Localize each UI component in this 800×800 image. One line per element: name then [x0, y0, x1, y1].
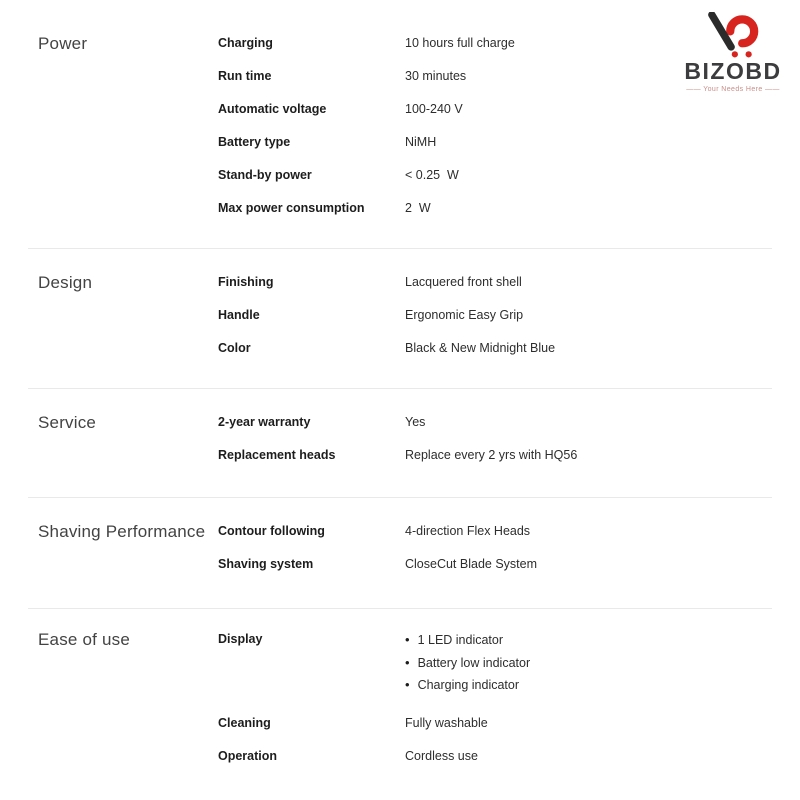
spec-row [218, 406, 772, 439]
section-rows [218, 623, 772, 800]
spec-row [218, 126, 772, 159]
spec-label: Run time [218, 69, 272, 83]
spec-value: 2 W [405, 201, 431, 215]
bullet-text: Charging indicator [417, 678, 520, 692]
spec-value: 30 minutes [405, 69, 467, 83]
spec-value [405, 623, 772, 697]
bizobd-logo [672, 12, 794, 93]
spec-section-power [28, 0, 772, 248]
section-title-service: Service [38, 413, 97, 432]
bullet-text: Battery low indicator [417, 655, 531, 670]
spec-row [218, 332, 772, 365]
spec-value: Ergonomic Easy Grip [405, 308, 524, 322]
spec-label: Operation [218, 748, 278, 763]
spec-row [218, 623, 772, 697]
spec-row [218, 515, 772, 548]
spec-value: 100-240 V [405, 102, 463, 116]
spec-label: Shaving system [218, 557, 314, 571]
spec-value: Black & New Midnight Blue [405, 341, 556, 355]
spec-row [218, 159, 772, 192]
spec-row [218, 707, 772, 740]
spec-label: Display [218, 632, 263, 646]
section-rows [218, 266, 772, 388]
logo-name: BIZOBD [684, 58, 782, 84]
spec-label: Stand-by power [218, 168, 312, 182]
section-title-ease-of-use: Ease of use [38, 630, 130, 649]
spec-label: Battery type [218, 135, 291, 149]
spec-label: Automatic voltage [218, 102, 327, 116]
spec-section-ease-of-use [28, 608, 772, 800]
spec-value: Replace every 2 yrs with HQ56 [405, 448, 578, 462]
spec-label: 2-year warranty [218, 415, 311, 429]
spec-row [218, 548, 772, 581]
logo-tagline: —— Your Needs Here —— [686, 86, 780, 94]
spec-value: CloseCut Blade System [405, 557, 538, 571]
section-rows [218, 515, 772, 608]
spec-value: 4-direction Flex Heads [405, 524, 531, 538]
spec-value: Cordless use [405, 748, 478, 763]
spec-row [218, 740, 772, 773]
spec-label: Color [218, 341, 251, 355]
bullet-icon: • [405, 677, 410, 692]
spec-row [218, 266, 772, 299]
spec-row [218, 192, 772, 225]
section-title-design: Design [38, 273, 93, 292]
spec-label: Replacement heads [218, 448, 336, 462]
shopping-cart-icon [704, 12, 762, 58]
spec-value: Lacquered front shell [405, 275, 522, 289]
bullet-item [405, 674, 772, 697]
spec-value: < 0.25 W [405, 168, 459, 182]
spec-row [218, 299, 772, 332]
spec-value: Fully washable [405, 715, 488, 730]
spec-value: 10 hours full charge [405, 36, 515, 50]
section-rows [218, 406, 772, 497]
spec-label: Finishing [218, 275, 274, 289]
bullet-item [405, 629, 772, 652]
spec-row [218, 93, 772, 126]
section-title-power: Power [38, 34, 88, 53]
spec-value: NiMH [405, 135, 437, 149]
spec-section-design [28, 248, 772, 388]
spec-value: Yes [405, 415, 426, 429]
spec-label: Handle [218, 308, 260, 322]
bullet-item [405, 652, 772, 675]
bullet-icon: • [405, 632, 410, 647]
bullet-text: 1 LED indicator [417, 633, 504, 647]
bullet-icon: • [405, 654, 410, 670]
spec-row [218, 439, 772, 472]
section-title-shaving-performance: Shaving Performance [38, 522, 206, 541]
spec-label: Contour following [218, 524, 325, 538]
spec-section-shaving-performance [28, 497, 772, 608]
spec-label: Max power consumption [218, 201, 365, 215]
spec-label: Charging [218, 36, 273, 50]
spec-section-service [28, 388, 772, 497]
spec-label: Cleaning [218, 715, 271, 730]
